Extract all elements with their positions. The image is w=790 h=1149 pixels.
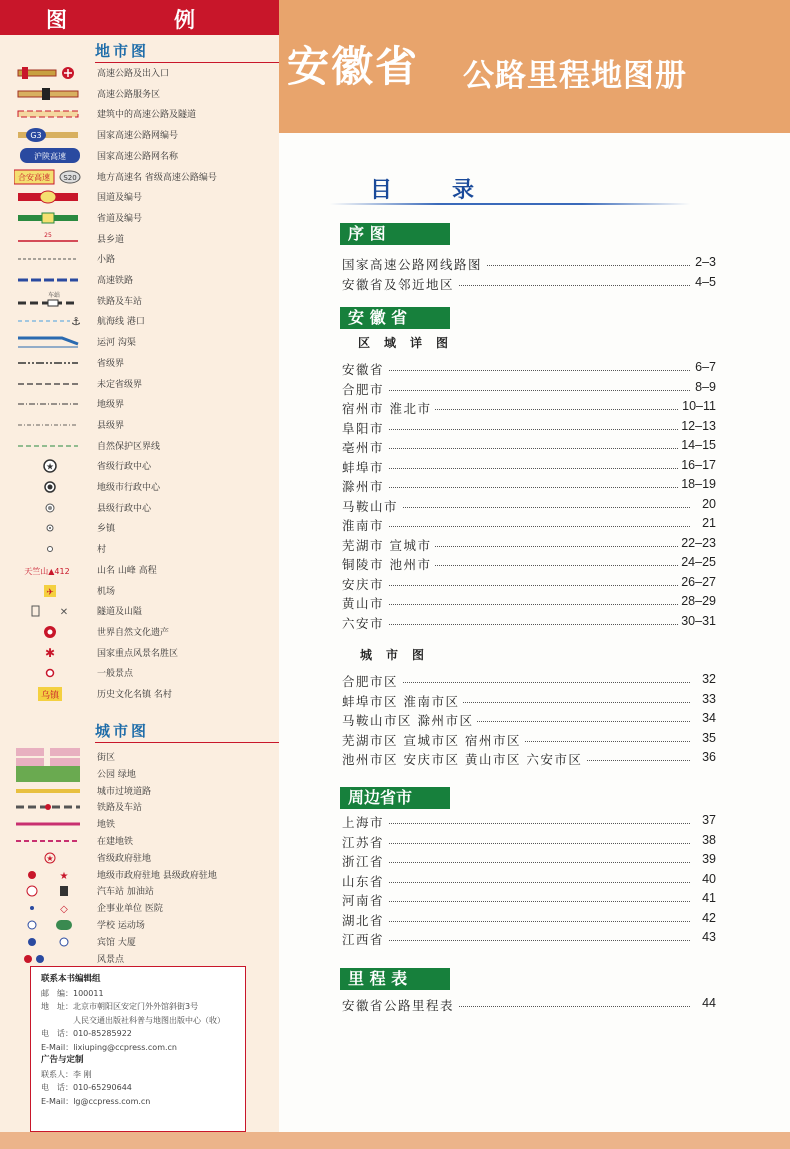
legend-item-label: 一般景点 — [97, 669, 134, 680]
toc-entry[interactable] — [342, 910, 720, 928]
toc-section-header: 周边省市 — [340, 787, 450, 809]
legend-header-right: 例 — [174, 8, 197, 32]
path-icon — [14, 249, 84, 269]
toc-entry[interactable] — [342, 418, 720, 436]
toc-entry-name: 亳州市 — [342, 438, 388, 456]
toc-entry-page: 14–15 — [678, 438, 716, 452]
toc-entry-name: 湖北省 — [342, 911, 388, 929]
legend-header — [0, 0, 279, 35]
toc-entry-name: 安徽省公路里程表 — [342, 996, 458, 1014]
legend-item-label: 企事业单位 医院 — [97, 904, 163, 915]
svg-text:◇: ◇ — [60, 904, 68, 916]
legend-item-label: 未定省级界 — [97, 379, 143, 390]
svg-text:天竺山▲412: 天竺山▲412 — [24, 566, 70, 576]
toc-subsection-header: 区域详图 — [358, 336, 463, 350]
legend-item-label: 乡镇 — [97, 524, 116, 535]
canal-icon — [14, 332, 84, 352]
toc-entry-name: 合肥市区 — [342, 672, 402, 690]
legend-item-label: 风景点 — [97, 954, 125, 965]
legend-item-label: 国家高速公路网名称 — [97, 151, 179, 162]
service-area-icon — [14, 84, 84, 104]
toc-entry[interactable] — [342, 730, 720, 748]
toc-entry-name: 河南省 — [342, 891, 388, 909]
legend-item-label: 省级界 — [97, 358, 125, 369]
mountain-peak-icon — [14, 560, 84, 580]
airport-icon — [14, 581, 84, 601]
legend-item — [0, 436, 279, 456]
toc-leader-dots — [342, 823, 690, 824]
legend-item — [0, 167, 279, 187]
toc-entry-name: 芜湖市区 宣城市区 宿州市区 — [342, 731, 525, 749]
legend-item-label: 村 — [97, 545, 107, 556]
toc-entry[interactable] — [342, 832, 720, 850]
legend-item-label: 县乡道 — [97, 234, 125, 245]
toc-entry-page: 37 — [699, 813, 716, 827]
legend-item-label: 地级界 — [97, 400, 125, 411]
legend-item-label: 地级市政府驻地 县级政府驻地 — [97, 870, 217, 881]
legend-item — [0, 415, 279, 435]
legend-item-label: 运河 沟渠 — [97, 338, 136, 349]
toc-entry[interactable] — [342, 749, 720, 767]
toc-leader-dots — [342, 921, 690, 922]
legend-item-label: 在建地铁 — [97, 837, 134, 847]
toc-leader-dots — [342, 604, 690, 605]
nature-reserve-boundary-icon — [14, 436, 84, 456]
prefecture-boundary-icon — [14, 394, 84, 414]
contact-box — [30, 966, 246, 1132]
toc-entry-page: 40 — [699, 872, 716, 886]
toc-entry-name: 国家高速公路网线路图 — [342, 255, 486, 273]
legend-item — [0, 456, 279, 476]
svg-text:★: ★ — [59, 870, 69, 882]
toc-title: 目录 — [370, 178, 535, 203]
contact-postcode: 邮 编：100011 — [41, 988, 104, 998]
contact-phone: 电 话：010-85285922 — [41, 1029, 132, 1038]
toc-entry-page: 41 — [699, 891, 716, 905]
legend-item — [0, 229, 279, 249]
railway-station-icon — [14, 291, 84, 311]
legend-item — [0, 581, 279, 601]
toc-leader-dots — [342, 526, 690, 527]
legend-item — [0, 560, 279, 580]
toc-entry[interactable] — [342, 812, 720, 830]
toc-entry-name: 滁州市 — [342, 477, 388, 495]
legend-item-label: 隧道及山隘 — [97, 607, 143, 618]
title-atlas: 公路里程地图册 — [463, 58, 687, 94]
toc-leader-dots — [342, 487, 690, 488]
legend-item-label: 建筑中的高速公路及隧道 — [97, 110, 197, 121]
toc-entry-name: 马鞍山市 — [342, 497, 402, 515]
legend-item-label: 宾馆 大厦 — [97, 937, 136, 948]
toc-entry-name: 马鞍山市区 滁州市区 — [342, 711, 477, 729]
expressway-exit-icon — [14, 63, 84, 83]
toc-entry-page: 35 — [699, 731, 716, 745]
legend-item-label: 汽车站 加油站 — [97, 887, 154, 898]
toc-entry-page: 4–5 — [692, 275, 716, 289]
toc-entry[interactable] — [342, 574, 720, 592]
toc-entry-page: 28–29 — [678, 594, 716, 608]
toc-entry[interactable] — [342, 593, 720, 611]
toc-title-underline — [330, 203, 690, 205]
toc-entry[interactable] — [342, 496, 720, 514]
toc-leader-dots — [342, 429, 690, 430]
legend-item — [0, 291, 279, 311]
village-icon — [14, 539, 84, 559]
legend-item-label: 省级政府驻地 — [97, 853, 152, 864]
legend-item-label: 小路 — [97, 255, 116, 266]
toc-entry-name: 阜阳市 — [342, 419, 388, 437]
legend-item — [0, 394, 279, 414]
bottom-band — [0, 1132, 790, 1149]
legend-item-label: 国家重点风景名胜区 — [97, 648, 179, 659]
toc-entry-name: 上海市 — [342, 813, 388, 831]
svg-text:✱: ✱ — [44, 645, 56, 660]
toc-entry[interactable] — [342, 254, 720, 272]
toc-entry-page: 43 — [699, 930, 716, 944]
toc-leader-dots — [342, 585, 690, 586]
svg-text:乌镇: 乌镇 — [40, 691, 60, 701]
legend-item — [0, 518, 279, 538]
toc-entry-name: 浙江省 — [342, 852, 388, 870]
toc-entry-name: 蚌埠市区 淮南市区 — [342, 692, 463, 710]
toc-entry[interactable] — [342, 457, 720, 475]
svg-text:★: ★ — [46, 853, 54, 863]
legend-item-label: 地方高速名 省级高速公路编号 — [97, 172, 217, 183]
toc-entry-name: 安徽省 — [342, 360, 388, 378]
legend-item — [0, 84, 279, 104]
ad-title: 广告与定制 — [41, 1055, 84, 1065]
national-expressway-number-icon — [14, 125, 84, 145]
legend-item — [0, 270, 279, 290]
toc-entry[interactable] — [342, 515, 720, 533]
toc-entry-page: 12–13 — [678, 419, 716, 433]
legend-item-label: 省级行政中心 — [97, 462, 152, 473]
toc-entry[interactable] — [342, 359, 720, 377]
legend-item-label: 高速公路及出入口 — [97, 69, 170, 79]
svg-text:G3: G3 — [30, 131, 42, 141]
legend-item — [0, 353, 279, 373]
legend-item — [0, 601, 279, 621]
toc-entry-name: 江西省 — [342, 930, 388, 948]
legend-item-label: 世界自然文化遗产 — [97, 627, 170, 638]
contact-address-2: 人民交通出版社科普与地图出版中心（收） — [73, 1015, 225, 1025]
legend-item-label: 历史文化名镇 名村 — [97, 690, 172, 700]
legend-panel — [0, 0, 279, 1149]
toc-entry-page: 24–25 — [678, 555, 716, 569]
legend-item-label: 铁路及车站 — [97, 296, 143, 307]
legend-item-label: 铁路及车站 — [97, 803, 143, 814]
toc-leader-dots — [342, 448, 690, 449]
ad-contact-person: 联系人：李 刚 — [41, 1069, 92, 1079]
city-legend-title: 城市图 — [95, 722, 150, 740]
national-expressway-name-icon — [14, 146, 84, 166]
svg-text:25: 25 — [44, 231, 52, 239]
provincial-road-icon — [14, 208, 84, 228]
shipping-port-icon — [14, 311, 84, 331]
undetermined-boundary-icon — [14, 374, 84, 394]
toc-entry-name: 铜陵市 池州市 — [342, 555, 435, 573]
toc-entry-page: 6–7 — [692, 360, 716, 374]
legend-item-label: 街区 — [97, 753, 116, 763]
toc-entry-page: 32 — [699, 672, 716, 686]
svg-text:✈: ✈ — [46, 587, 54, 598]
toc-leader-dots — [342, 370, 690, 371]
legend-item-label: 地级市行政中心 — [97, 483, 161, 493]
toc-entry-page: 26–27 — [678, 575, 716, 589]
county-road-icon — [14, 229, 84, 249]
toc-entry-page: 42 — [699, 911, 716, 925]
legend-item-label: 公园 绿地 — [97, 769, 136, 780]
toc-leader-dots — [342, 843, 690, 844]
toc-entry-page: 10–11 — [679, 399, 716, 413]
legend-item-label: 县级行政中心 — [97, 503, 152, 514]
contact-address-1: 地 址：北京市朝阳区安定门外外馆斜街3号 — [41, 1002, 199, 1011]
svg-text:★: ★ — [45, 462, 55, 473]
legend-item-label: 国家高速公路网编号 — [97, 131, 179, 142]
toc-entry-page: 38 — [699, 833, 716, 847]
legend-item-label: 国道及编号 — [97, 193, 143, 204]
toc-entry-page: 2–3 — [692, 255, 716, 269]
legend-item-label: 学校 运动场 — [97, 921, 145, 931]
legend-header-left: 图 — [46, 8, 69, 32]
toc-entry-name: 六安市 — [342, 614, 388, 632]
svg-text:合安高速: 合安高速 — [18, 172, 50, 182]
legend-item — [0, 125, 279, 145]
toc-entry-name: 山东省 — [342, 872, 388, 890]
toc-entry-name: 江苏省 — [342, 833, 388, 851]
toc-section-header: 序 图 — [340, 223, 450, 245]
toc-entry[interactable] — [342, 379, 720, 397]
world-heritage-icon — [14, 622, 84, 642]
toc-entry-page: 33 — [699, 692, 716, 706]
high-speed-rail-icon — [14, 270, 84, 290]
legend-item — [0, 477, 279, 497]
toc-entry-page: 30–31 — [678, 614, 716, 628]
national-road-icon — [14, 187, 84, 207]
legend-item-label: 山名 山峰 高程 — [97, 565, 157, 576]
historic-town-icon — [14, 684, 84, 704]
toc-entry-page: 36 — [699, 750, 716, 764]
toc-entry[interactable] — [342, 535, 720, 553]
toc-section-header: 里 程 表 — [340, 968, 450, 990]
toc-entry-name: 黄山市 — [342, 594, 388, 612]
legend-item-label: 县级界 — [97, 420, 125, 431]
tunnel-pass-icon — [14, 601, 84, 621]
toc-leader-dots — [342, 468, 690, 469]
toc-entry[interactable] — [342, 710, 720, 728]
scenic-spot-icon — [14, 663, 84, 683]
toc-entry[interactable] — [342, 890, 720, 908]
legend-item — [0, 539, 279, 559]
legend-item — [0, 622, 279, 642]
toc-entry-page: 39 — [699, 852, 716, 866]
toc-leader-dots — [342, 882, 690, 883]
toc-entry[interactable] — [342, 671, 720, 689]
legend-item — [0, 332, 279, 352]
svg-text:车站: 车站 — [47, 291, 61, 299]
legend-item — [0, 208, 279, 228]
toc-entry-page: 22–23 — [678, 536, 716, 550]
county-boundary-icon — [14, 415, 84, 435]
svg-text:S20: S20 — [63, 173, 77, 182]
expressway-construction-icon — [14, 104, 84, 124]
toc-entry-name: 淮南市 — [342, 516, 388, 534]
legend-item — [0, 663, 279, 683]
title-province: 安徽省 — [287, 42, 420, 91]
toc-leader-dots — [342, 862, 690, 863]
legend-item-label: 地铁 — [97, 820, 116, 831]
toc-leader-dots — [342, 624, 690, 625]
legend-item — [0, 684, 279, 704]
legend-item — [0, 63, 279, 83]
svg-text:沪陕高速: 沪陕高速 — [34, 151, 66, 161]
ad-phone: 电 话：010-65290644 — [41, 1083, 132, 1092]
ad-email: E-Mail：lg@ccpress.com.cn — [41, 1096, 151, 1106]
legend-item — [0, 374, 279, 394]
prefecture-city-icon — [14, 477, 84, 497]
legend-item — [0, 146, 279, 166]
legend-item — [0, 643, 279, 663]
toc-entry[interactable] — [342, 613, 720, 631]
scenic-area-icon — [14, 643, 84, 663]
toc-entry-name: 芜湖市 宣城市 — [342, 536, 435, 554]
county-center-icon — [14, 498, 84, 518]
toc-leader-dots — [342, 901, 690, 902]
provincial-expressway-icon — [14, 167, 84, 187]
toc-entry[interactable] — [342, 554, 720, 572]
svg-text:⚓: ⚓ — [71, 315, 81, 329]
toc-entry-page: 16–17 — [678, 458, 716, 472]
legend-item-label: 城市过境道路 — [97, 786, 152, 797]
toc-entry-page: 44 — [699, 996, 716, 1010]
toc-entry-name: 安庆市 — [342, 575, 388, 593]
toc-leader-dots — [342, 940, 690, 941]
toc-entry[interactable] — [342, 691, 720, 709]
toc-entry-page: 18–19 — [678, 477, 716, 491]
toc-entry-page: 8–9 — [692, 380, 716, 394]
city-legend-divider — [95, 742, 279, 743]
legend-item-label: 自然保护区界线 — [97, 441, 161, 452]
legend-item-label: 省道及编号 — [97, 213, 143, 224]
toc-entry[interactable] — [342, 476, 720, 494]
toc-entry[interactable] — [342, 871, 720, 889]
toc-entry-name: 宿州市 淮北市 — [342, 399, 435, 417]
toc-entry-name: 池州市区 安庆市区 黄山市区 六安市区 — [342, 750, 586, 768]
legend-item — [0, 311, 279, 331]
toc-entry[interactable] — [342, 274, 720, 292]
legend-item — [0, 498, 279, 518]
toc-entry[interactable] — [342, 929, 720, 947]
legend-item-label: 高速铁路 — [97, 276, 134, 286]
toc-entry-name: 安徽省及邻近地区 — [342, 275, 458, 293]
legend-item-label: 高速公路服务区 — [97, 89, 161, 100]
contact-email: E-Mail：lixiuping@ccpress.com.cn — [41, 1042, 177, 1052]
legend-item-label: 机场 — [97, 586, 116, 597]
toc-entry[interactable] — [342, 851, 720, 869]
toc-entry[interactable] — [342, 437, 720, 455]
map-legend-title: 地市图 — [95, 42, 150, 60]
toc-leader-dots — [342, 390, 690, 391]
legend-item — [0, 249, 279, 269]
legend-item-label: 航海线 港口 — [97, 317, 145, 328]
toc-entry-page: 21 — [699, 516, 716, 530]
toc-entry-name: 蚌埠市 — [342, 458, 388, 476]
toc-entry-page: 34 — [699, 711, 716, 725]
legend-item — [0, 187, 279, 207]
toc-subsection-header: 城市图 — [360, 648, 439, 662]
toc-entry[interactable] — [342, 995, 720, 1013]
svg-text:✕: ✕ — [59, 607, 69, 619]
toc-entry-page: 20 — [699, 497, 716, 511]
contact-title: 联系本书编辑组 — [41, 974, 101, 984]
toc-section-header: 安 徽 省 — [340, 307, 450, 329]
township-icon — [14, 518, 84, 538]
provincial-capital-icon — [14, 456, 84, 476]
toc-entry-name: 合肥市 — [342, 380, 388, 398]
toc-entry[interactable] — [342, 398, 720, 416]
provincial-boundary-icon — [14, 353, 84, 373]
legend-item — [0, 104, 279, 124]
